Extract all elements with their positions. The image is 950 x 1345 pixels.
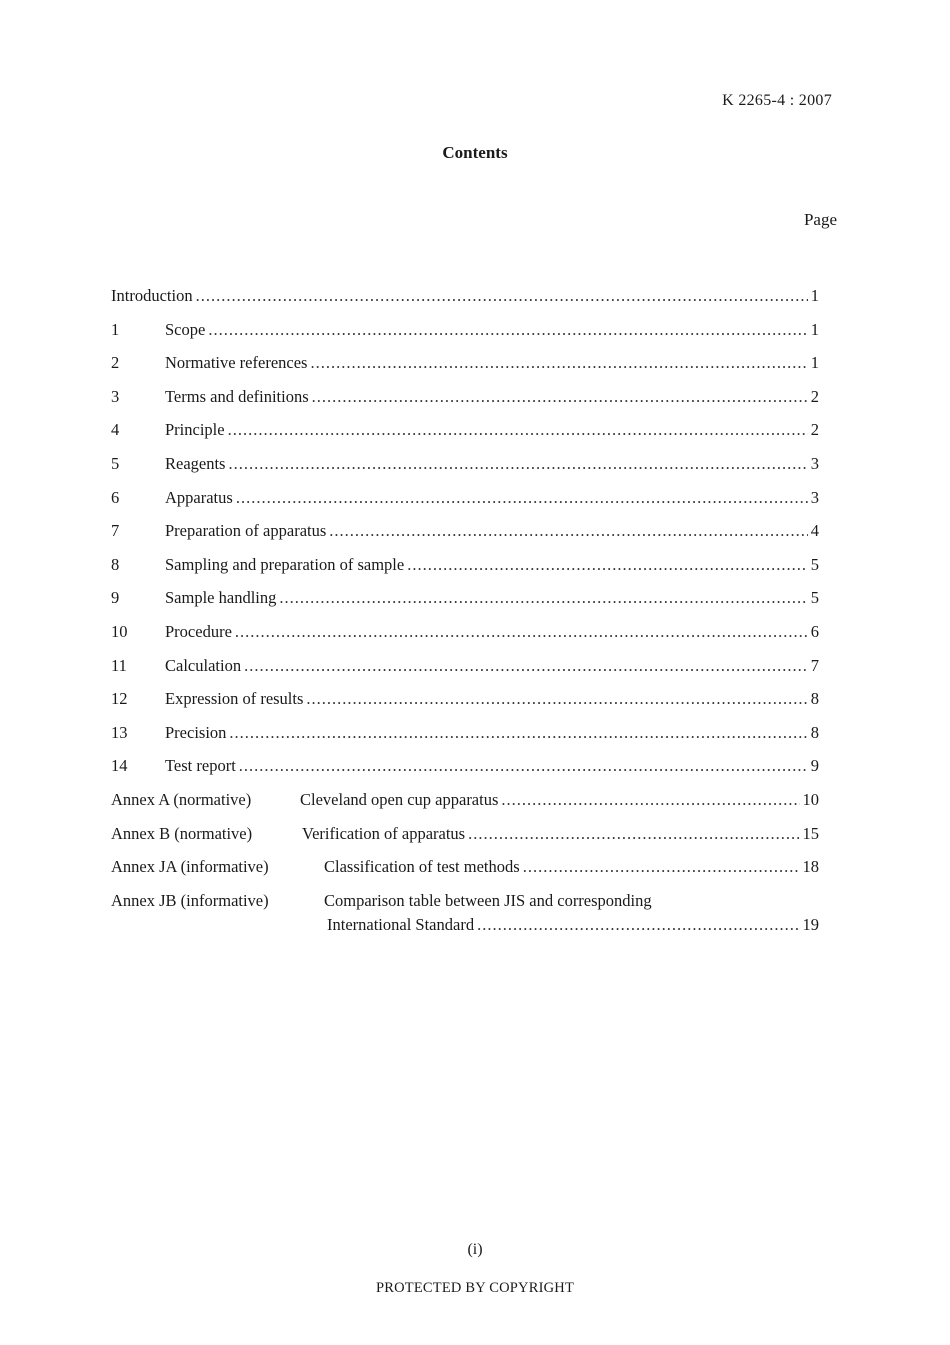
toc-entry-annex-a[interactable] xyxy=(111,789,819,823)
toc-entry-page: 6 xyxy=(810,621,819,641)
dot-leader xyxy=(523,856,800,878)
dot-leader xyxy=(312,386,808,408)
clause-number: 12 xyxy=(111,689,128,709)
dot-leader xyxy=(244,655,808,677)
page-title: Contents xyxy=(442,143,508,162)
clause-number: 14 xyxy=(111,756,128,776)
toc-entry-clause-6[interactable] xyxy=(111,487,819,521)
toc-entry-label: Verification of apparatus xyxy=(302,823,466,843)
dot-leader xyxy=(329,520,807,542)
toc-entry-label: Reagents xyxy=(165,453,226,473)
toc-entry-page: 19 xyxy=(802,914,819,934)
toc-entry-page: 7 xyxy=(810,655,819,675)
toc-entry-label: Scope xyxy=(165,319,206,339)
dot-leader xyxy=(306,688,807,710)
annex-designation: Annex JA (informative) xyxy=(111,857,269,877)
toc-entry-label: Sample handling xyxy=(165,588,277,608)
clause-number: 10 xyxy=(111,621,128,641)
clause-number: 5 xyxy=(111,453,120,473)
clause-number: 8 xyxy=(111,554,120,574)
annex-designation: Annex B (normative) xyxy=(111,823,253,843)
toc-entry-clause-10[interactable] xyxy=(111,621,819,655)
toc-entry-label: Procedure xyxy=(165,621,232,641)
toc-entry-clause-8[interactable] xyxy=(111,554,819,588)
toc-entry-page: 3 xyxy=(810,453,819,473)
dot-leader xyxy=(236,487,808,509)
toc-entry-clause-2[interactable] xyxy=(111,352,819,386)
toc-entry-clause-11[interactable] xyxy=(111,655,819,689)
toc-entry-clause-4[interactable] xyxy=(111,419,819,453)
dot-leader xyxy=(239,755,808,777)
standard-id: K 2265-4 : 2007 xyxy=(722,92,832,109)
dot-leader xyxy=(229,722,807,744)
toc-entry-page: 2 xyxy=(810,386,819,406)
toc-entry-page: 10 xyxy=(802,789,819,809)
toc-entry-page: 15 xyxy=(802,823,819,843)
dot-leader xyxy=(477,914,799,936)
toc-entry-clause-12[interactable] xyxy=(111,688,819,722)
toc-entry-page: 3 xyxy=(810,487,819,507)
toc-entry-page: 5 xyxy=(810,588,819,608)
toc-entry-label: Normative references xyxy=(165,353,308,373)
page-number: (i) xyxy=(467,1241,483,1258)
toc-entry-label: Cleveland open cup apparatus xyxy=(300,789,499,809)
toc-entry-introduction[interactable] xyxy=(111,285,819,319)
page-column-label: Page xyxy=(803,210,837,229)
toc-entry-annex-ja[interactable] xyxy=(111,856,819,890)
clause-number: 2 xyxy=(111,353,120,373)
toc-entry-annex-b[interactable] xyxy=(111,823,819,857)
toc-entry-clause-7[interactable] xyxy=(111,520,819,554)
toc-entry-page: 1 xyxy=(810,286,819,305)
toc-entry-clause-3[interactable] xyxy=(111,386,819,420)
clause-number: 9 xyxy=(111,588,120,608)
toc-entry-page: 1 xyxy=(810,353,819,373)
toc-entry-label: Sampling and preparation of sample xyxy=(165,554,405,574)
toc-entry-label-line2: International Standard xyxy=(327,914,475,934)
clause-number: 11 xyxy=(111,655,127,675)
dot-leader xyxy=(228,453,807,475)
toc-entry-page: 5 xyxy=(810,554,819,574)
toc-entry-clause-9[interactable] xyxy=(111,587,819,621)
toc-entry-clause-13[interactable] xyxy=(111,722,819,756)
toc-entry-label-line1: Comparison table between JIS and corresponding xyxy=(324,890,652,910)
dot-leader xyxy=(235,621,808,643)
clause-number: 6 xyxy=(111,487,120,507)
toc-entry-label: Calculation xyxy=(165,655,242,675)
clause-number: 13 xyxy=(111,722,128,742)
dot-leader xyxy=(501,789,799,811)
toc-entry-label: Terms and definitions xyxy=(165,386,309,406)
clause-number: 3 xyxy=(111,386,120,406)
toc-entry-label: Introduction xyxy=(111,286,193,305)
annex-designation: Annex JB (informative) xyxy=(111,890,269,910)
clause-number: 1 xyxy=(111,319,120,339)
toc-entry-page: 2 xyxy=(810,420,819,440)
toc-entry-label: Precision xyxy=(165,722,227,742)
dot-leader xyxy=(196,285,808,307)
toc-entry-clause-14[interactable] xyxy=(111,755,819,789)
toc-entry-clause-5[interactable] xyxy=(111,453,819,487)
annex-designation: Annex A (normative) xyxy=(111,789,252,809)
clause-number: 7 xyxy=(111,521,120,541)
toc-entry-label: Preparation of apparatus xyxy=(165,521,327,541)
dot-leader xyxy=(228,419,808,441)
toc-entry-page: 18 xyxy=(802,857,819,877)
toc-entry-page: 9 xyxy=(810,756,819,776)
dot-leader xyxy=(310,352,807,374)
toc-entry-page: 1 xyxy=(810,319,819,339)
toc-entry-label: Principle xyxy=(165,420,225,440)
toc-entry-label: Expression of results xyxy=(165,689,304,709)
toc-entry-label: Apparatus xyxy=(165,487,233,507)
toc-entry-label: Classification of test methods xyxy=(324,857,520,877)
dot-leader xyxy=(407,554,808,576)
toc-entry-annex-jb[interactable] xyxy=(111,890,819,940)
copyright-notice: PROTECTED BY COPYRIGHT xyxy=(375,1280,574,1296)
toc-entry-clause-1[interactable] xyxy=(111,319,819,353)
toc-entry-page: 8 xyxy=(810,689,819,709)
toc-entry-page: 8 xyxy=(810,722,819,742)
dot-leader xyxy=(279,587,807,609)
toc-entry-label: Test report xyxy=(165,756,236,776)
clause-number: 4 xyxy=(111,420,120,440)
dot-leader xyxy=(468,823,799,845)
table-of-contents xyxy=(111,285,819,940)
toc-entry-page: 4 xyxy=(810,521,819,541)
dot-leader xyxy=(208,319,807,341)
